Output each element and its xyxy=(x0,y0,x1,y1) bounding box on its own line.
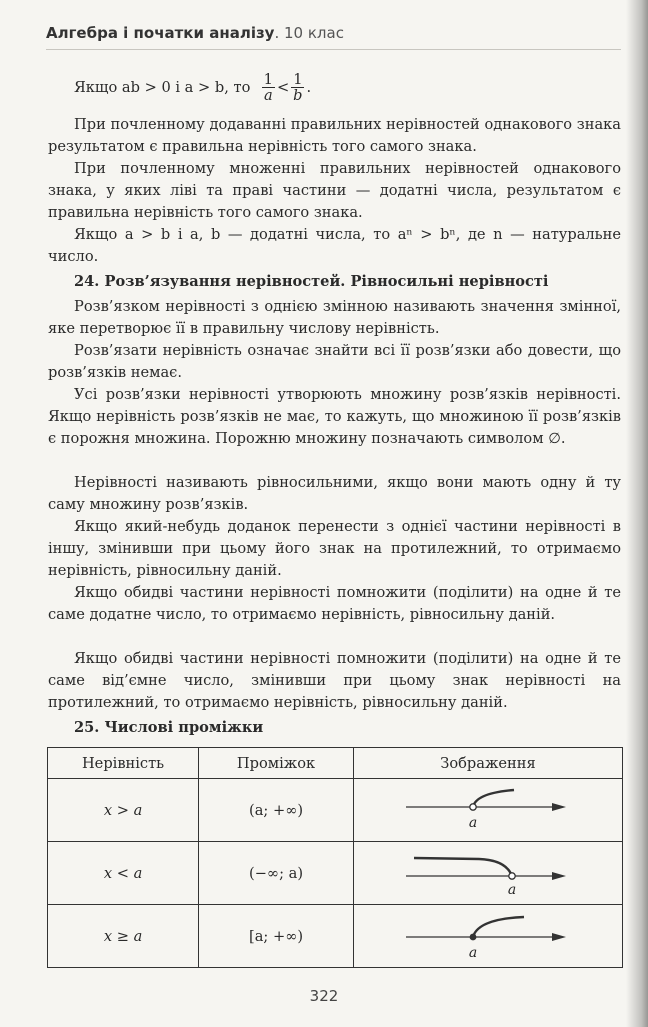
paragraph: Нерівності називають рівносильними, якщо вони мають одну й ту саму множину розв’язків. xyxy=(48,474,621,513)
inequality-cell: x > a xyxy=(103,801,143,819)
paragraph: При почленному додаванні правильних нерівностей однакового знака результатом є правильна нерівність того самого знака. xyxy=(48,116,621,155)
header-image: Зображення xyxy=(353,748,622,779)
table-header-row xyxy=(48,748,623,779)
fraction-1-over-a: $\frac{1}{a}$ xyxy=(263,71,273,104)
book-title: Алгебра і початки аналізу xyxy=(46,24,275,42)
inequality-cell: x ≥ a xyxy=(103,927,143,945)
formula-prefix: Якщо ab > 0 і a > b, то xyxy=(74,78,251,96)
interval-cell: (−∞; a) xyxy=(199,842,354,905)
page-edge-shadow xyxy=(626,0,648,1027)
interval-cell: (a; +∞) xyxy=(199,779,354,842)
paragraph: Розв’язком нерівності з однією змінною називають значення змінної, яке перетворює її в правильну числову нерівність. xyxy=(48,298,621,337)
number-intervals-table xyxy=(47,747,623,968)
number-line-diagram xyxy=(354,779,622,837)
paragraph: Розв’язати нерівність означає знайти всі її розв’язки або довести, що розв’язків немає. xyxy=(48,342,621,381)
point-label: a xyxy=(507,882,517,898)
number-line-closed-right xyxy=(353,905,622,968)
point-label: a xyxy=(468,945,478,961)
section-heading-25: 25. Числові проміжки xyxy=(74,719,264,736)
paragraph: При почленному множенні правильних нерівностей однакового знака, у яких ліві та праві частини — додатні числа, результатом є правильна нерівність того самого знака. xyxy=(48,160,621,221)
inequality-cell: x < a xyxy=(103,864,143,882)
formula-relation: < xyxy=(276,78,290,96)
paragraph: Усі розв’язки нерівності утворюють множину розв’язків нерівності. Якщо нерівність розв’язків не має, то кажуть, що множиною її розв’язків є порожня множина. Порожню множину позначають символом ∅. xyxy=(48,386,621,447)
paragraph: Якщо обидві частини нерівності помножити (поділити) на одне й те саме від’ємне число, змінивши при цьому знак нерівності на протилежний, то отримаємо нерівність, рівносильну даній. xyxy=(48,650,621,711)
section-heading-24: 24. Розв’язування нерівностей. Рівносильні нерівності xyxy=(74,273,549,290)
header-divider xyxy=(46,49,621,50)
grade-label: 10 клас xyxy=(284,24,344,42)
reciprocal-formula: Якщо ab > 0 і a > b, то $\frac{1}{a}$ < $\frac{1}{b}$ . xyxy=(74,71,312,104)
header-interval: Проміжок xyxy=(199,748,354,779)
table-row xyxy=(48,842,623,905)
point-label: a xyxy=(468,815,478,831)
number-line-diagram xyxy=(354,842,622,900)
page-number: 322 xyxy=(309,987,339,1005)
number-line-open-right xyxy=(353,779,622,842)
table-row xyxy=(48,905,623,968)
paragraph: Якщо a > b і a, b — додатні числа, то aⁿ > bⁿ, де n — натуральне число. xyxy=(48,226,621,265)
running-header: Алгебра і початки аналізу. 10 клас xyxy=(46,24,344,42)
table-row xyxy=(48,779,623,842)
number-line-open-left xyxy=(353,842,622,905)
fraction-1-over-b: $\frac{1}{b}$ xyxy=(293,71,303,104)
header-inequality: Нерівність xyxy=(48,748,199,779)
interval-cell: [a; +∞) xyxy=(199,905,354,968)
number-line-diagram xyxy=(354,905,622,963)
paragraph: Якщо обидві частини нерівності помножити (поділити) на одне й те саме додатне число, то отримаємо нерівність, рівносильну даній. xyxy=(48,584,621,623)
paragraph: Якщо який-небудь доданок перенести з однієї частини нерівності в іншу, змінивши при цьому його знак на протилежний, то отримаємо нерівність, рівносильну даній. xyxy=(48,518,621,579)
